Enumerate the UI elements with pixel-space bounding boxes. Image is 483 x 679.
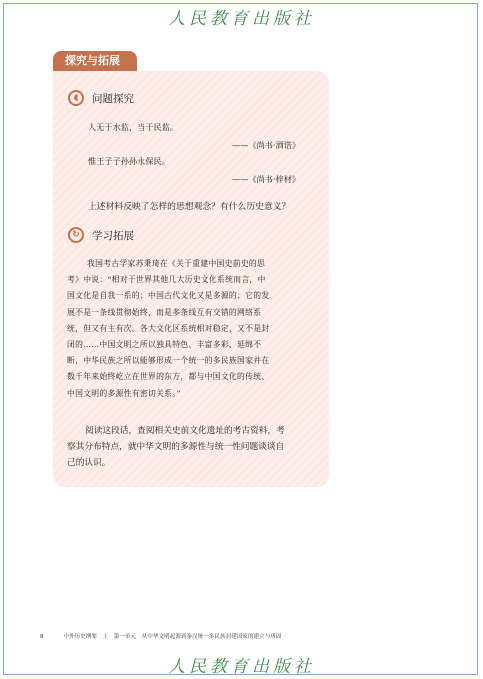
- extension-heading-text: 学习拓展: [92, 229, 134, 242]
- page-number: 8: [40, 634, 44, 640]
- quote-line-1: 人无于水监，当于民监。: [88, 122, 179, 132]
- quote-source-1: ——《尚书·酒诰》: [232, 140, 301, 150]
- quote-body-line: 闭的……中国文明之所以独具特色、丰富多彩、延绵不: [67, 340, 262, 350]
- quote-body-line: 中国文明的多源性有密切关系。”: [67, 388, 181, 398]
- task-line: 阅读这段话，查阅相关史前文化遗址的考古资料，考: [85, 426, 285, 436]
- quote-body-line: 国文化是自我一系的；中国古代文化又是多源的；它的发: [67, 291, 270, 301]
- task-line: 己的认识。: [67, 458, 111, 468]
- inquiry-question: 上述材料反映了怎样的思想观念？有什么历史意义？: [88, 202, 291, 212]
- quote-source-2: ——《尚书·梓材》: [232, 174, 301, 184]
- extension-task: [67, 423, 323, 471]
- section-tab: 探究与拓展: [53, 51, 137, 71]
- task-line: 察其分布特点，就中华文明的多源性与统一性问题谈谈自: [67, 442, 285, 452]
- refresh-icon: ↻: [68, 227, 84, 243]
- inquiry-heading-text: 问题探究: [92, 92, 134, 105]
- quote-body-line: 考》中说：“相对于世界其他几大历史文化系统而言，中: [67, 275, 266, 285]
- quote-body-line: 统，但又有主有次。各大文化区系统相对稳定，又不是封: [67, 323, 270, 333]
- inquiry-heading: [68, 90, 134, 106]
- quote-line-2: 惟王子子孙孙永保民。: [88, 156, 170, 166]
- speaker-icon: ◖: [68, 90, 84, 106]
- publisher-logo-top: 人民教育出版社: [168, 9, 315, 29]
- publisher-logo-bottom: 人民教育出版社: [168, 657, 315, 677]
- quote-body-line: 我国考古学家苏秉琦在《关于重建中国史前史的思: [87, 259, 266, 268]
- page-footer: [40, 632, 282, 640]
- footer-text: 中外历史纲要 上 第一单元 从中华文明起源到秦汉统一多民族封建国家的建立与巩固: [63, 634, 282, 640]
- quote-body-line: 断，中华民族之所以能够形成一个统一的多民族国家并在: [67, 356, 270, 366]
- quote-body-line: 展不是一条线贯彻始终，而是多条线互有交错的网络系: [67, 307, 262, 317]
- extension-quote: [67, 256, 319, 402]
- quote-body-line: 数千年来始终屹立在世界的东方，都与中国文化的传统、: [67, 372, 270, 382]
- extension-heading: [68, 227, 134, 243]
